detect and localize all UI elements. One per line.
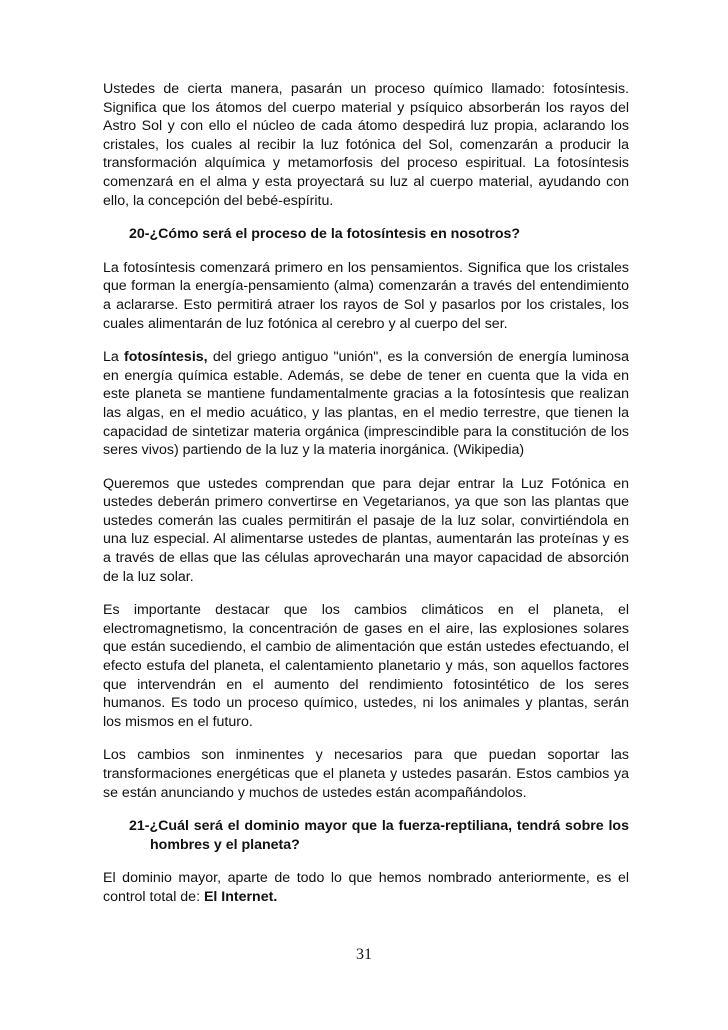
paragraph-vegetarianos: Queremos que ustedes comprendan que para dejar entrar la Luz Fotónica en ustedes deberán primero convertirse en Vegetarianos, ya que son las plantas que ustedes comerán las cuales permitirán el pasaje de la luz solar, convirtiéndola en una luz especial. Al alimentarse ustedes de plantas, aumentarán las proteínas y es a través de ellas que las células aprovecharán una mayor capacidad de absorción de la luz solar.	[103, 475, 629, 585]
question-20-heading: 20-¿Cómo será el proceso de la fotosíntesis en nosotros?	[129, 226, 521, 243]
definition-body-text: del griego antiguo "unión", es la conversión de energía luminosa en energía química estable. Además, se debe de tener en cuenta que la vida en este planeta se mantiene fundamentalmente gracias a la fotosíntesis que realizan las algas, en el medio acuático, y las plantas, en el medio terrestre, que tienen la capacidad de sintetizar materia orgánica (imprescindible para la constitución de los seres vivos) partiendo de la luz y la materia inorgánica. (Wikipedia)	[103, 349, 629, 459]
paragraph-fotosintesis-definition	[103, 348, 629, 460]
answer-21-lead-text: El dominio mayor, aparte de todo lo que hemos nombrado anteriormente, es el control total de:	[103, 870, 629, 905]
paragraph-cambios-inminentes: Los cambios son inminentes y necesarios para que puedan soportar las transformaciones energéticas que el planeta y ustedes pasarán. Estos cambios ya se están anunciando y muchos de ustedes están acompañándolos.	[103, 747, 629, 801]
paragraph-answer-21	[103, 869, 629, 906]
definition-term: fotosíntesis,	[124, 349, 208, 366]
page-number: 31	[356, 946, 372, 963]
question-21-heading: 21-¿Cuál será el dominio mayor que la fuerza-reptiliana, tendrá sobre los hombres y el planeta?	[129, 818, 629, 853]
paragraph-fotosintesis-intro: Ustedes de cierta manera, pasarán un proceso químico llamado: fotosíntesis. Significa que los átomos del cuerpo material y psíquico absorberán los rayos del Astro Sol y con ello el núcleo de cada átomo despedirá luz propia, aclarando los cristales, los cuales al recibir la luz fotónica del Sol, comenzarán a producir la transformación alquímica y metamorfosis del proceso espiritual. La fotosíntesis comenzará en el alma y esta proyectará su luz al cuerpo material, ayudando con ello, la concepción del bebé-espíritu.	[103, 81, 629, 209]
definition-lead-text: La	[103, 349, 125, 366]
paragraph-cambios-climaticos: Es importante destacar que los cambios climáticos en el planeta, el electromagnetismo, la concentración de gases en el aire, las explosiones solares que están sucediendo, el cambio de alimentación que están ustedes efectuando, el efecto estufa del planeta, el calentamiento planetario y más, son aquellos factores que intervendrán en el aumento del rendimiento fotosintético de los seres humanos. Es todo un proceso químico, ustedes, ni los animales y plantas, serán los mismos en el futuro.	[103, 602, 629, 730]
answer-21-bold-text: El Internet.	[203, 888, 278, 905]
paragraph-answer-20: La fotosíntesis comenzará primero en los pensamientos. Significa que los cristales que forman la energía-pensamiento (alma) comenzarán a través del entendimiento a aclararse. Esto permitirá atraer los rayos de Sol y pasarlos por los cristales, los cuales alimentarán de luz fotónica al cerebro y al cuerpo del ser.	[103, 259, 629, 332]
document-page	[103, 80, 629, 922]
